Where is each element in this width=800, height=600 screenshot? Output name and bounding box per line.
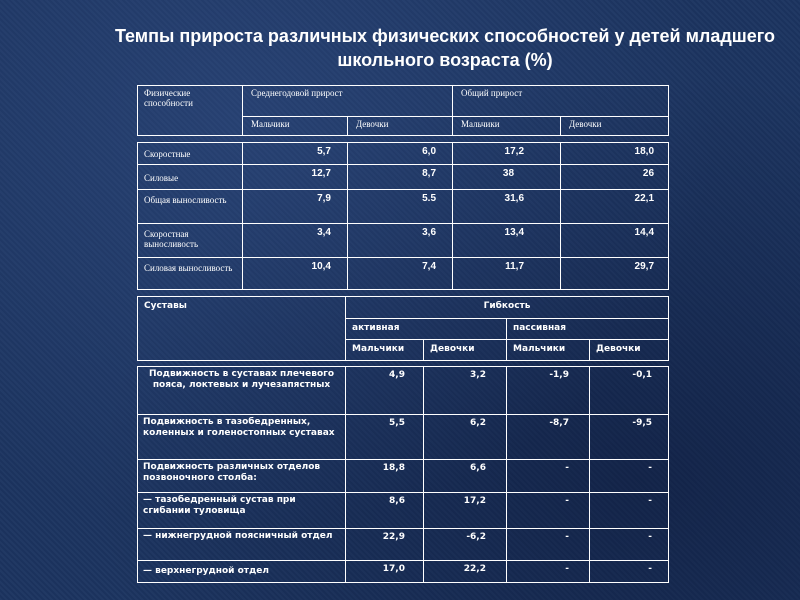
header-annual-boys: Мальчики	[243, 117, 348, 136]
row-label: Силовые	[138, 165, 243, 190]
cell-value: -8,7	[507, 415, 590, 460]
cell-value: 14,4	[561, 224, 669, 258]
header-total-boys: Мальчики	[453, 117, 561, 136]
row-label: — нижнегрудной поясничный отдел	[138, 529, 346, 561]
table-row	[138, 460, 669, 493]
cell-value: 6,2	[424, 415, 507, 460]
cell-value: -	[507, 460, 590, 493]
table-row	[138, 529, 669, 561]
cell-value: 6,0	[348, 143, 453, 165]
cell-value: 12,7	[243, 165, 348, 190]
cell-value: 18,8	[346, 460, 424, 493]
header-total-girls: Девочки	[561, 117, 669, 136]
cell-value: 11,7	[453, 258, 561, 290]
header-passive: пассивная	[507, 319, 669, 340]
cell-value: 17,2	[453, 143, 561, 165]
table-row	[138, 258, 669, 290]
table-row	[138, 561, 669, 583]
cell-value: -0,1	[590, 367, 669, 415]
header-active: активная	[346, 319, 507, 340]
row-label: Подвижность в тазобедренных, коленных и голеностопных суставах	[138, 415, 346, 460]
row-label: — тазобедренный сустав при сгибании туловища	[138, 493, 346, 529]
cell-value: -	[590, 460, 669, 493]
cell-value: 8,7	[348, 165, 453, 190]
header-total-growth: Общий прирост	[453, 86, 669, 117]
cell-value: 17,0	[346, 561, 424, 583]
cell-value: -	[507, 561, 590, 583]
cell-value: 8,6	[346, 493, 424, 529]
cell-value: 3,6	[348, 224, 453, 258]
header-active-boys: Мальчики	[346, 340, 424, 361]
table-row	[138, 367, 669, 415]
cell-value: 17,2	[424, 493, 507, 529]
cell-value: -9,5	[590, 415, 669, 460]
header-active-girls: Девочки	[424, 340, 507, 361]
cell-value: 4,9	[346, 367, 424, 415]
cell-value: 38	[453, 165, 561, 190]
cell-value: -	[590, 493, 669, 529]
table-row	[138, 143, 669, 165]
table-row	[138, 165, 669, 190]
row-label: Силовая выносливость	[138, 258, 243, 290]
cell-value: 22,2	[424, 561, 507, 583]
cell-value: 26	[561, 165, 669, 190]
cell-value: 22,9	[346, 529, 424, 561]
cell-value: 29,7	[561, 258, 669, 290]
cell-value: 7,4	[348, 258, 453, 290]
cell-value: 10,4	[243, 258, 348, 290]
cell-value: 6,6	[424, 460, 507, 493]
table-row	[138, 493, 669, 529]
cell-value: -6,2	[424, 529, 507, 561]
header-passive-girls: Девочки	[590, 340, 669, 361]
cell-value: -	[590, 561, 669, 583]
row-label: Подвижность в суставах плечевого пояса, локтевых и лучезапястных	[138, 367, 346, 415]
cell-value: 7,9	[243, 190, 348, 224]
header-joints: Суставы	[138, 297, 346, 361]
cell-value: 22,1	[561, 190, 669, 224]
header-passive-boys: Мальчики	[507, 340, 590, 361]
cell-value: -	[590, 529, 669, 561]
flexibility-table	[137, 296, 669, 583]
cell-value: 31,6	[453, 190, 561, 224]
cell-value: 3,2	[424, 367, 507, 415]
cell-value: 5.5	[348, 190, 453, 224]
cell-value: 5,7	[243, 143, 348, 165]
slide-title: Темпы прироста различных физических способностей у детей младшего школьного возраста (%)	[114, 26, 776, 70]
header-flexibility: Гибкость	[346, 297, 669, 319]
row-label: Общая выносливость	[138, 190, 243, 224]
row-label: Подвижность различных отделов позвоночного столба:	[138, 460, 346, 493]
cell-value: 3,4	[243, 224, 348, 258]
cell-value: 13,4	[453, 224, 561, 258]
header-annual-girls: Девочки	[348, 117, 453, 136]
cell-value: -1,9	[507, 367, 590, 415]
header-abilities: Физические способности	[138, 86, 243, 136]
header-annual-growth: Среднегодовой прирост	[243, 86, 453, 117]
cell-value: -	[507, 529, 590, 561]
table-row	[138, 415, 669, 460]
table-row	[138, 224, 669, 258]
row-label: Скоростная выносливость	[138, 224, 243, 258]
row-label: Скоростные	[138, 143, 243, 165]
cell-value: 5,5	[346, 415, 424, 460]
cell-value: 18,0	[561, 143, 669, 165]
row-label: — верхнегрудной отдел	[138, 561, 346, 583]
cell-value: -	[507, 493, 590, 529]
physical-abilities-table	[137, 85, 669, 290]
table-row	[138, 190, 669, 224]
